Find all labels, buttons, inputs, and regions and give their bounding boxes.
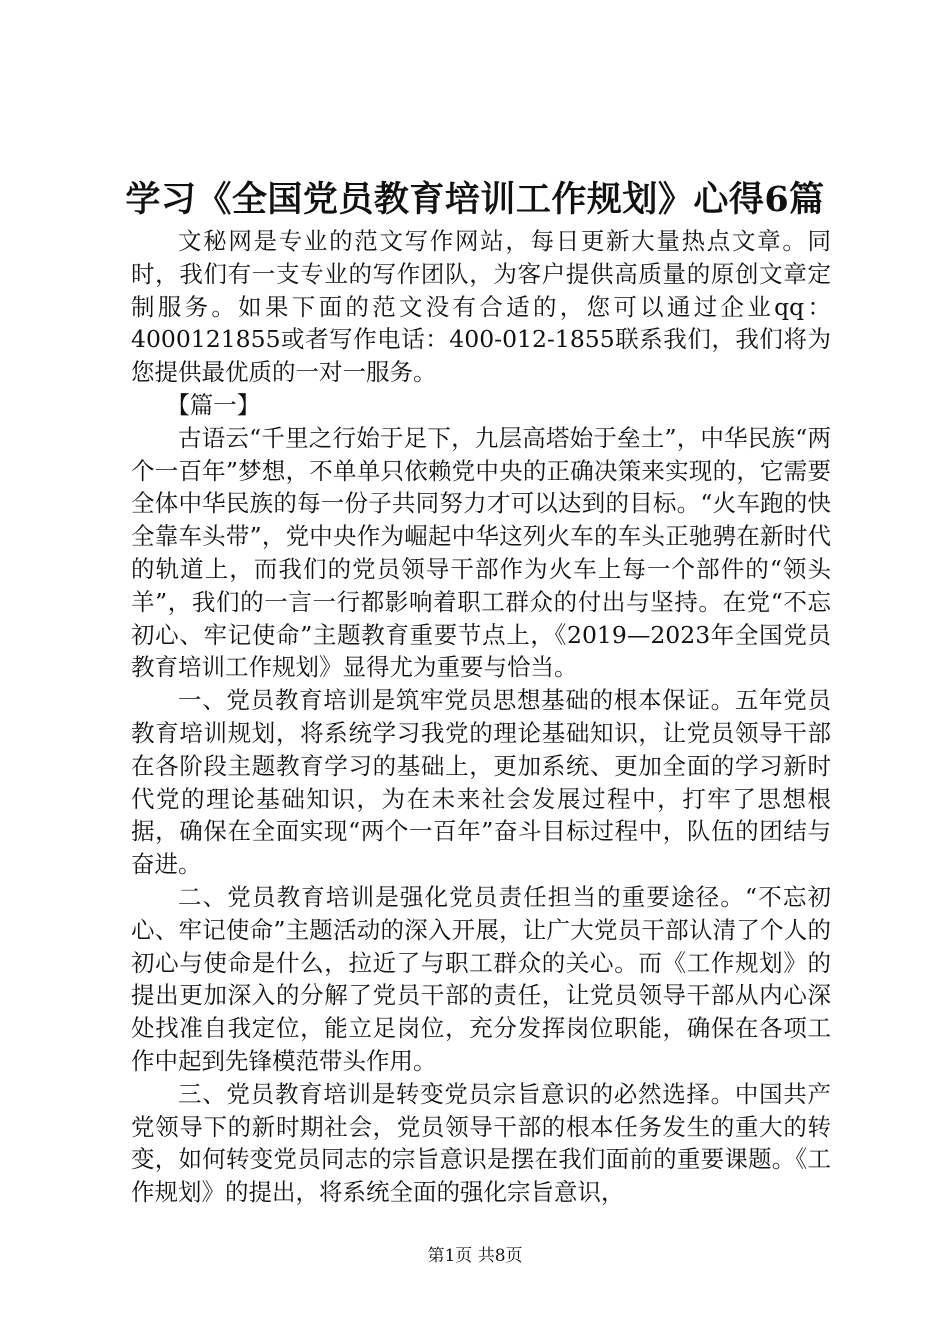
document-title: 学习《全国党员教育培训工作规划》心得6篇	[125, 179, 825, 220]
body-paragraph: 三、党员教育培训是转变党员宗旨意识的必然选择。中国共产党领导下的新时期社会，党员领导干部的根本任务发生的重大的转变，如何转变党员同志的宗旨意识是摆在我们面前的重要课题。《工作规划》的提出，将系统全面的强化宗旨意识，	[131, 1079, 831, 1207]
page-footer: 第1页 共8页	[427, 1246, 523, 1266]
intro-paragraph: 文秘网是专业的范文写作网站，每日更新大量热点文章。同时，我们有一支专业的写作团队，为客户提供高质量的原创文章定制服务。如果下面的范文没有合适的，您可以通过企业qq：4000121855或者写作电话：400-012-1855联系我们，我们将为您提供最优质的一对一服务。	[131, 227, 831, 387]
section-heading: 【篇一】	[166, 390, 261, 419]
body-paragraph: 二、党员教育培训是强化党员责任担当的重要途径。“不忘初心、牢记使命”主题活动的深入开展，让广大党员干部认清了个人的初心与使命是什么，拉近了与职工群众的关心。而《工作规划》的提出更加深入的分解了党员干部的责任，让党员领导干部从内心深处找准自我定位，能立足岗位，充分发挥岗位职能，确保在各项工作中起到先锋模范带头作用。	[131, 882, 831, 1075]
body-paragraph: 一、党员教育培训是筑牢党员思想基础的根本保证。五年党员教育培训规划，将系统学习我党的理论基础知识，让党员领导干部在各阶段主题教育学习的基础上，更加系统、更加全面的学习新时代党的理论基础知识，为在未来社会发展过程中，打牢了思想根据，确保在全面实现“两个一百年”奋斗目标过程中，队伍的团结与奋进。	[131, 686, 831, 879]
document-body	[131, 225, 831, 1209]
body-paragraph: 古语云“千里之行始于足下，九层高塔始于垒土”，中华民族“两个一百年”梦想，不单单只依赖党中央的正确决策来实现的，它需要全体中华民族的每一份子共同努力才可以达到的目标。“火车跑的快全靠车头带”，党中央作为崛起中华这列火车的车头正驰骋在新时代的轨道上，而我们的党员领导干部作为火车上每一个部件的“领头羊”，我们的一言一行都影响着职工群众的付出与坚持。在党“不忘初心、牢记使命”主题教育重要节点上，《2019—2023年全国党员教育培训工作规划》显得尤为重要与恰当。	[131, 423, 831, 682]
